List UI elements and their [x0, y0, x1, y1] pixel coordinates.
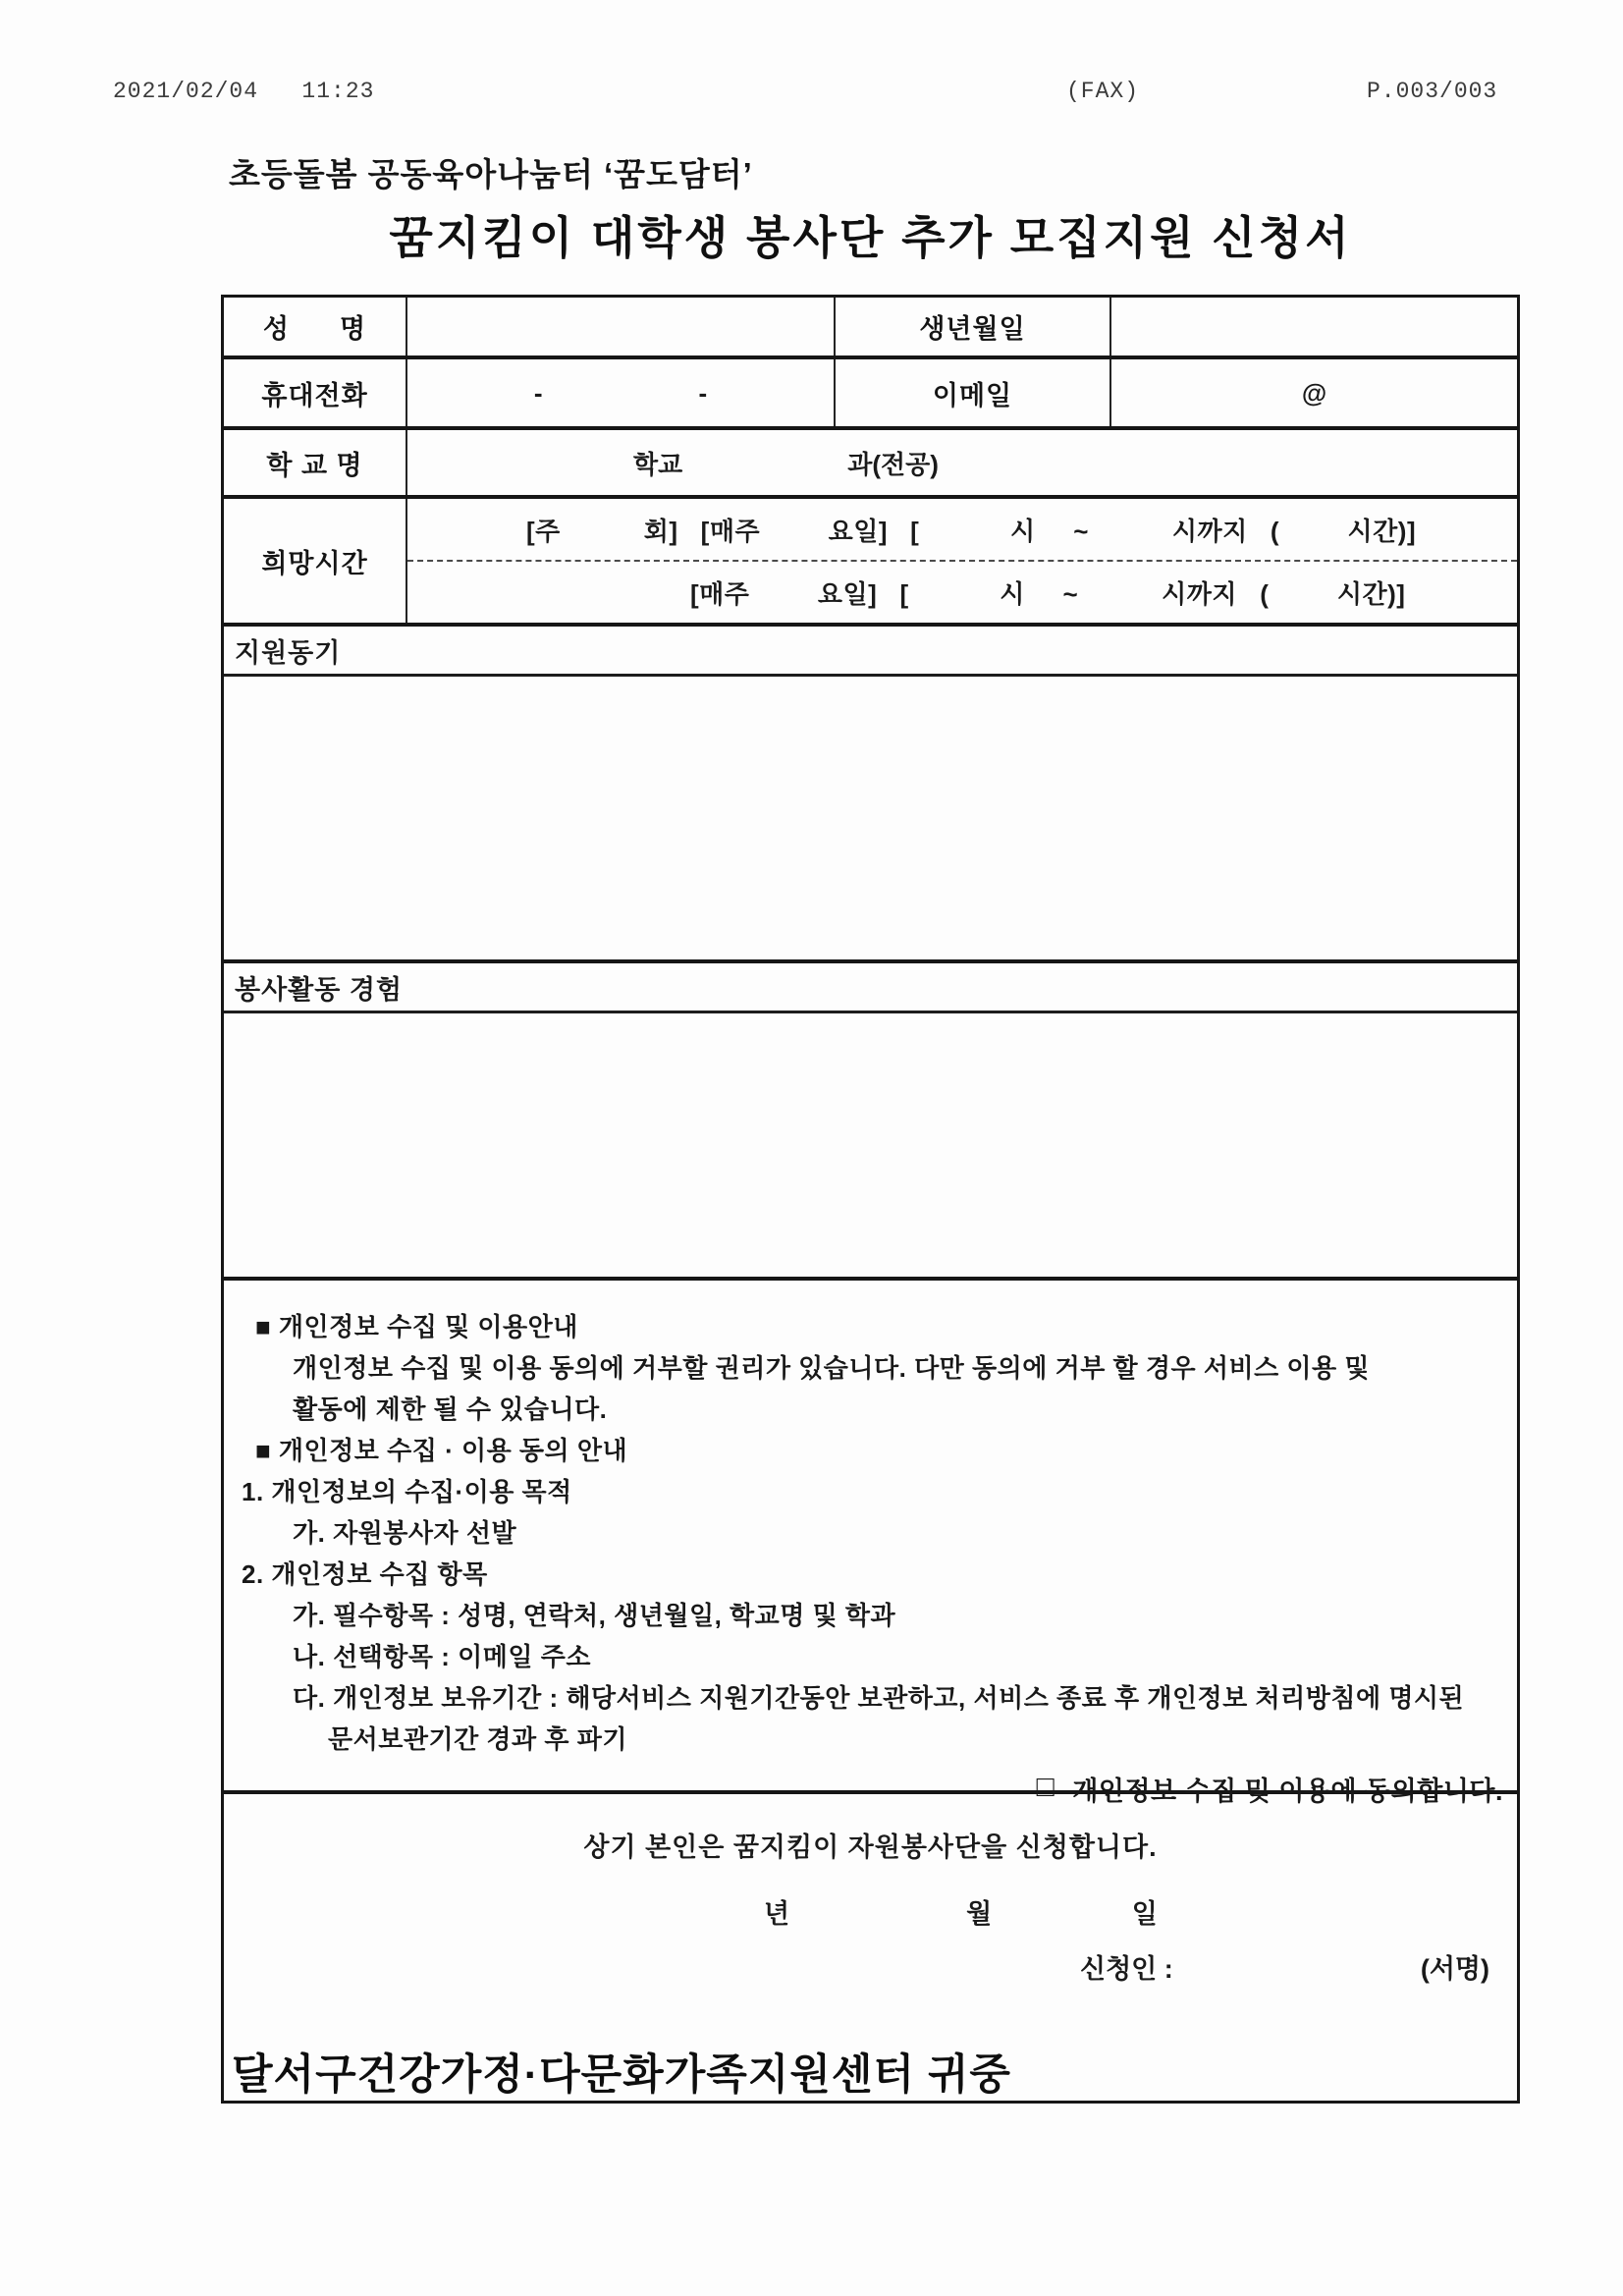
application-form-table [221, 295, 1520, 2104]
fax-datetime: 2021/02/04 11:23 [113, 79, 375, 104]
school-input-cell [407, 430, 1517, 495]
privacy-line: ■ 개인정보 수집 · 이용 동의 안내 [255, 1436, 628, 1465]
row-school [224, 430, 1517, 499]
form-title: 꿈지킴이 대학생 봉사단 추가 모집지원 신청서 [389, 212, 1352, 263]
row-name-birth [224, 298, 1517, 359]
phone-input-cell: - - [407, 359, 836, 426]
birthdate-label: 생년월일 [836, 298, 1111, 355]
consent-checkbox-icon: □ [1036, 1770, 1055, 1803]
privacy-line: 1. 개인정보의 수집·이용 목적 [242, 1477, 572, 1506]
privacy-line: 개인정보 수집 및 이용 동의에 거부할 권리가 있습니다. 다만 동의에 거부 할 경우 서비스 이용 및 [293, 1353, 1370, 1383]
school-label: 학 교 명 [224, 430, 407, 495]
name-input-cell [407, 298, 836, 355]
motivation-input-area [224, 677, 1517, 963]
signature-section [224, 1794, 1517, 2101]
date-blank-line: 년 월 일 [764, 1899, 1158, 1929]
privacy-line: ■ 개인정보 수집 및 이용안내 [255, 1312, 578, 1341]
desired-time-label: 희망시간 [224, 499, 407, 623]
desired-time-input-cell [407, 499, 1517, 623]
applicant-label: 신청인 : [1080, 1954, 1173, 1984]
desired-time-line-2: [매주 요일] [ 시 ~ 시까지 ( 시간)] [690, 578, 1406, 609]
recipient-org-name: 달서구건강가정·다문화가족지원센터 귀중 [232, 2051, 1011, 2099]
motivation-header: 지원동기 [224, 627, 1517, 677]
birthdate-input-cell [1111, 298, 1517, 355]
privacy-line: 나. 선택항목 : 이메일 주소 [293, 1642, 591, 1671]
org-title: 초등돌봄 공동육아나눔터 ‘꿈도담터’ [229, 156, 753, 192]
experience-header: 봉사활동 경험 [224, 963, 1517, 1013]
email-input-cell: @ [1301, 377, 1327, 408]
signature-placeholder-label: (서명) [1420, 1954, 1489, 1984]
row-phone-email [224, 359, 1517, 430]
name-label: 성 명 [224, 298, 407, 355]
privacy-line: 문서보관기간 경과 후 파기 [328, 1724, 627, 1754]
application-statement: 상기 본인은 꿈지킴이 자원봉사단을 신청합니다. [583, 1832, 1158, 1862]
email-label: 이메일 [836, 359, 1111, 426]
consent-text: 개인정보 수집 및 이용에 동의합니다. [1072, 1777, 1503, 1806]
phone-label: 휴대전화 [224, 359, 407, 426]
row-desired-time [224, 499, 1517, 627]
privacy-notice-section [224, 1281, 1517, 1806]
privacy-line: 활동에 제한 될 수 있습니다. [293, 1394, 608, 1424]
privacy-line: 2. 개인정보 수집 항목 [242, 1559, 488, 1589]
privacy-line: 가. 자원봉사자 선발 [293, 1518, 517, 1548]
desired-time-line-1: [주 회] [매주 요일] [ 시 ~ 시까지 ( 시간)] [407, 499, 1517, 562]
privacy-line: 다. 개인정보 보유기간 : 해당서비스 지원기간동안 보관하고, 서비스 종료 후 개인정보 처리방침에 명시된 [293, 1683, 1465, 1713]
school-suffix-label: 학교 [633, 449, 683, 479]
fax-page-number: P.003/003 [1367, 79, 1498, 104]
major-suffix-label: 과(전공) [847, 449, 939, 479]
experience-input-area [224, 1013, 1517, 1281]
privacy-line: 가. 필수항목 : 성명, 연락처, 생년월일, 학교명 및 학과 [293, 1601, 896, 1630]
fax-label: (FAX) [1066, 79, 1140, 104]
